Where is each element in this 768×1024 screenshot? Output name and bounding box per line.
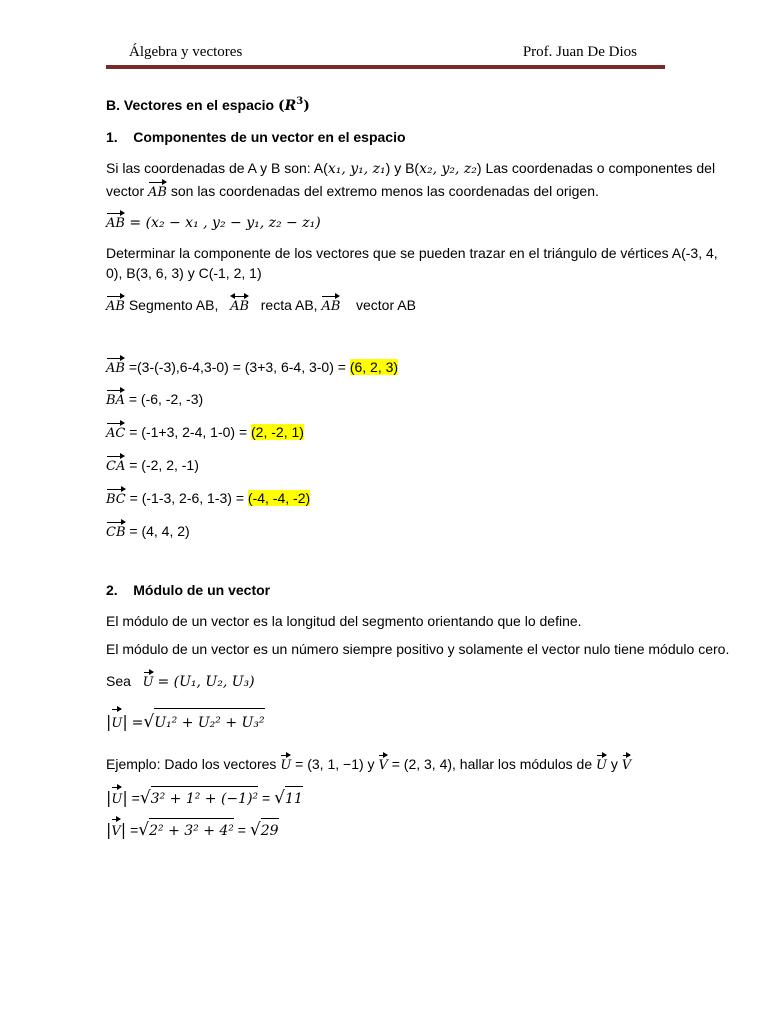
paragraph-vector: vector AB son las coordenadas del extremo menos las coordenadas del origen. bbox=[106, 183, 599, 200]
notation-line: AB Segmento AB, AB recta AB, AB vector AB bbox=[106, 296, 416, 316]
section-2-title: 2. Módulo de un vector bbox=[106, 582, 271, 598]
vector-name: BA bbox=[106, 393, 125, 408]
section-1-title: 1. Componentes de un vector en el espacio bbox=[106, 129, 406, 145]
result-row bbox=[106, 489, 310, 509]
sea-line: Sea U = (U₁, U₂, U₃) bbox=[106, 673, 255, 690]
vector-name: CB bbox=[106, 525, 126, 540]
result-row bbox=[106, 522, 190, 542]
result-value: (6, 2, 3) bbox=[349, 359, 399, 375]
result-row bbox=[106, 423, 304, 443]
module-u: |U| =√3² + 1² + (−1)² = √11 bbox=[106, 786, 303, 811]
vector-ab-notation: AB bbox=[321, 299, 341, 314]
line-ab: AB bbox=[230, 298, 249, 316]
task-line-1: Determinar la componente de los vectores que se pueden trazar en el triángulo de vértices A(-3, 4, bbox=[106, 245, 718, 261]
example-line: Ejemplo: Dado los vectores U = (3, 1, −1) y V = (2, 3, 4), hallar los módulos de U y V bbox=[106, 756, 632, 773]
vector-name: CA bbox=[106, 459, 126, 474]
paragraph-coordinates: Si las coordenadas de A y B son: A(x₁, y₁, z₁) y B(x₂, y₂, z₂) Las coordenadas o componentes del bbox=[106, 160, 716, 177]
vector-name: BC bbox=[106, 492, 126, 507]
result-expression: = (4, 4, 2) bbox=[125, 523, 190, 539]
result-row bbox=[106, 456, 199, 476]
module-v: |V| =√2² + 3² + 4² = √29 bbox=[106, 818, 279, 843]
vector-name: AB bbox=[106, 361, 125, 376]
header-author: Prof. Juan De Dios bbox=[522, 44, 637, 60]
header-rule bbox=[106, 65, 665, 69]
task-line-2: 0), B(3, 6, 3) y C(-1, 2, 1) bbox=[106, 265, 262, 281]
module-formula: |U| =√U₁² + U₂² + U₃² bbox=[106, 708, 265, 737]
result-row bbox=[106, 358, 398, 378]
result-expression: = (-1-3, 2-6, 1-3) = bbox=[125, 490, 248, 506]
result-expression: =(3-(-3),6-4,3-0) = (3+3, 6-4, 3-0) = bbox=[124, 359, 350, 375]
section-b-title: B. Vectores en el espacio $(R^3)$ bbox=[106, 96, 310, 114]
header-title: Álgebra y vectores bbox=[129, 44, 243, 60]
segment-ab: AB bbox=[106, 299, 125, 314]
result-expression: = (-6, -2, -3) bbox=[124, 391, 204, 407]
result-expression: = (-1+3, 2-4, 1-0) = bbox=[125, 424, 252, 440]
module-def-1: El módulo de un vector es la longitud del segmento orientando que lo define. bbox=[106, 613, 582, 629]
result-value: (2, -2, 1) bbox=[251, 424, 304, 440]
result-expression: = (-2, 2, -1) bbox=[125, 457, 199, 473]
vector-name: AC bbox=[106, 426, 126, 441]
vector-ab: AB bbox=[148, 185, 167, 200]
module-def-2: El módulo de un vector es un número siempre positivo y solamente el vector nulo tiene módulo cero. bbox=[106, 641, 730, 657]
result-value: (-4, -4, -2) bbox=[247, 490, 311, 506]
result-row bbox=[106, 390, 203, 410]
formula-ab: AB = (x₂ − x₁ , y₂ − y₁, z₂ − z₁) bbox=[106, 215, 321, 231]
